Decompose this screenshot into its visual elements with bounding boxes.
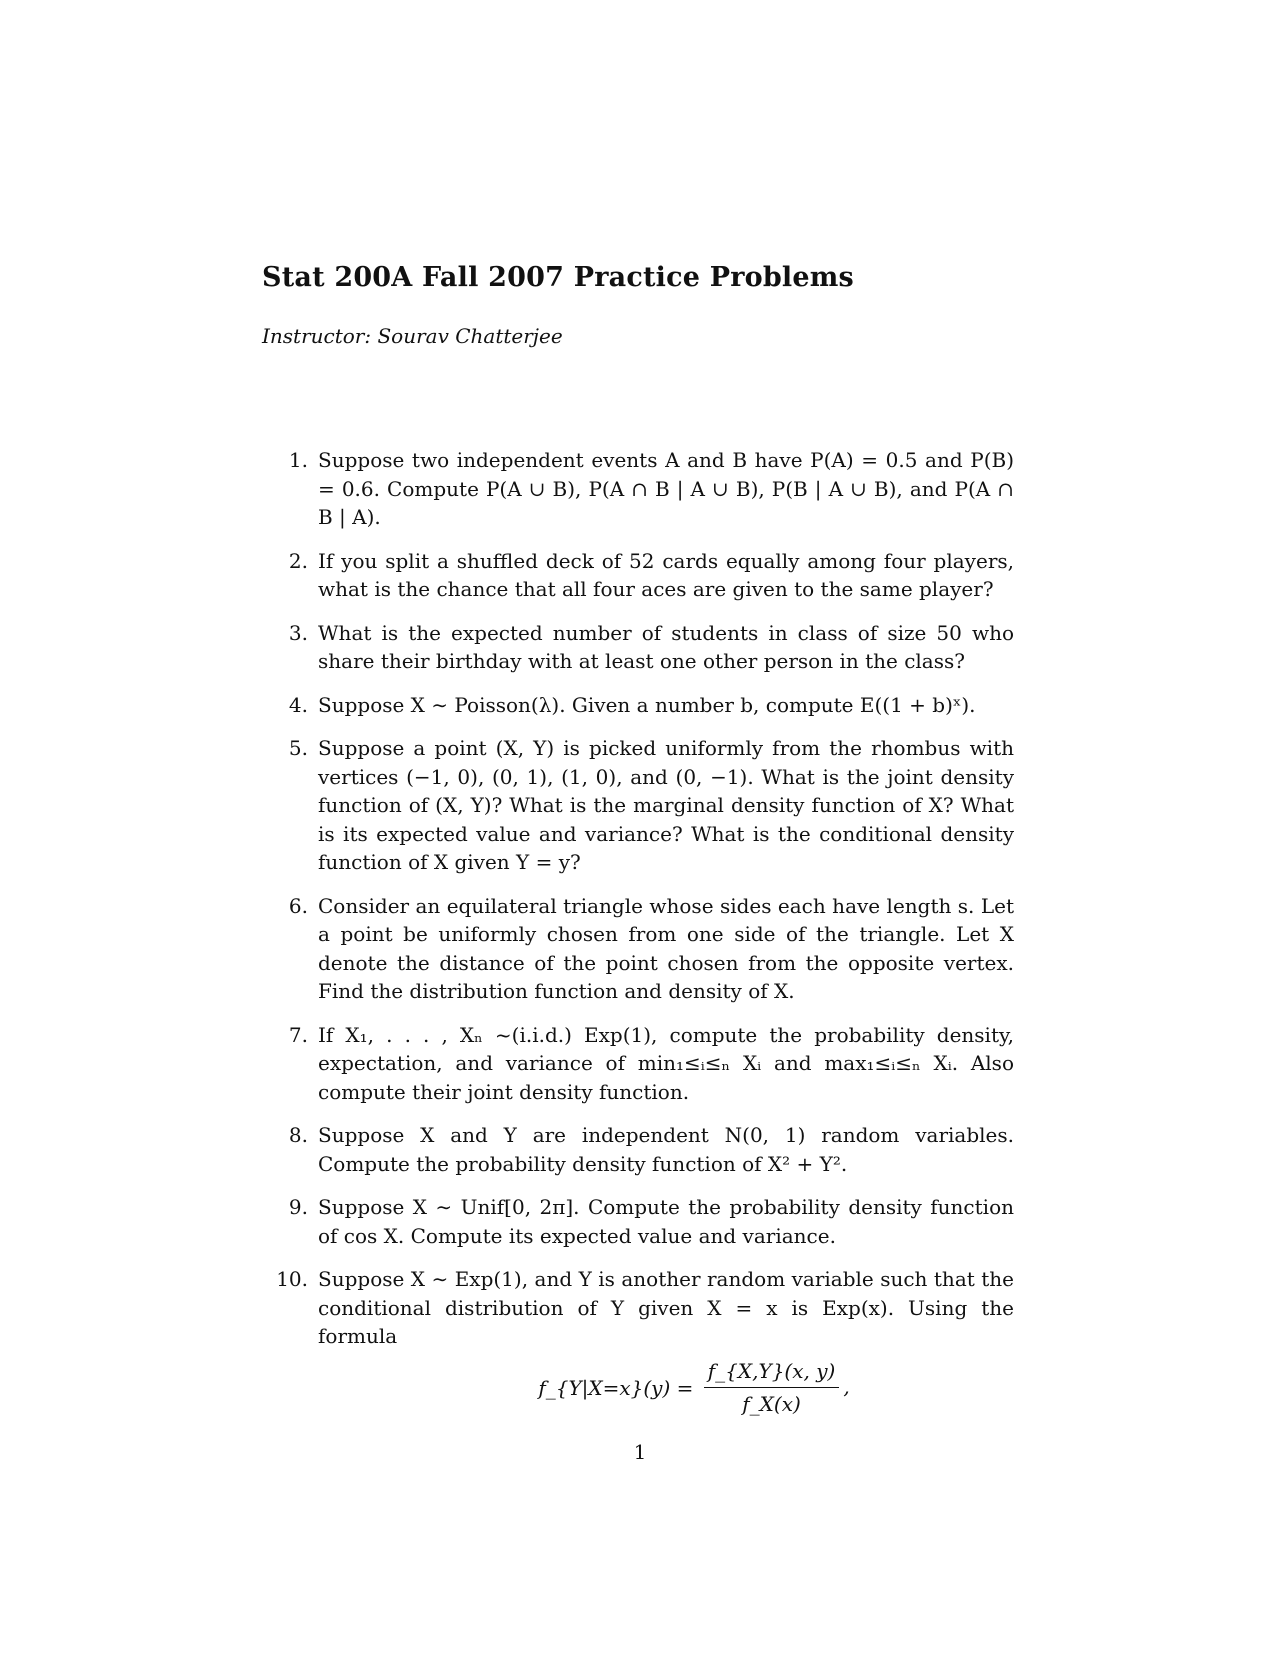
- problem-item: [262, 1121, 1014, 1178]
- problem-text: Suppose X ∼ Unif[0, 2π]. Compute the probability density function of cos X. Compute its expected value and variance.: [318, 1195, 1014, 1248]
- formula-trailing-comma: ,: [843, 1374, 850, 1398]
- problem-text: Suppose X ∼ Poisson(λ). Given a number b, compute E((1 + b)ˣ).: [318, 692, 976, 717]
- problem-text: Consider an equilateral triangle whose sides each have length s. Let a point be uniformly chosen from one side of the triangle. Let X denote the distance of the point chosen from the opposite vertex. Find the distribution function and density of X.: [318, 893, 1014, 1003]
- problem-item: [262, 1193, 1014, 1250]
- problem-number: 1.: [288, 448, 308, 472]
- problem-number: 10.: [276, 1267, 308, 1291]
- problem-item: [262, 446, 1014, 532]
- problem-number: 8.: [288, 1123, 308, 1147]
- problem-number: 3.: [288, 620, 308, 645]
- conditional-density-formula: [318, 1357, 1014, 1419]
- formula-numerator: f_{X,Y}(x, y): [704, 1357, 840, 1389]
- formula-fraction: [704, 1357, 840, 1419]
- problem-text: Suppose X ∼ Exp(1), and Y is another random variable such that the conditional distribution of Y given X = x is Exp(x). Using the formula: [318, 1267, 1014, 1348]
- problem-text: Suppose a point (X, Y) is picked uniformly from the rhombus with vertices (−1, 0), (0, 1), (1, 0), and (0, −1). What is the joint density function of (X, Y)? What is the marginal density function of X? What is its expected value and variance? What is the conditional density function of X given Y = y?: [318, 736, 1014, 874]
- instructor-line: Instructor: Sourav Chatterjee: [262, 324, 563, 348]
- page-number: 1: [633, 1440, 647, 1464]
- problem-text: If X₁, . . . , Xₙ ~(i.i.d.) Exp(1), compute the probability density, expectation, and variance of min₁≤ᵢ≤ₙ Xᵢ and max₁≤ᵢ≤ₙ Xᵢ. Also compute their joint density function.: [318, 1022, 1014, 1104]
- problem-item: [262, 734, 1014, 877]
- problem-text: Suppose two independent events A and B have P(A) = 0.5 and P(B) = 0.6. Compute P(A ∪ B), P(A ∩ B | A ∪ B), P(B | A ∪ B), and P(A ∩ B | A).: [318, 448, 1014, 529]
- problem-number: 5.: [288, 736, 308, 760]
- problem-text: If you split a shuffled deck of 52 cards equally among four players, what is the chance that all four aces are given to the same player?: [318, 548, 1014, 601]
- problem-item: [262, 892, 1014, 1006]
- formula-lhs: f_{Y|X=x}(y) =: [538, 1375, 694, 1400]
- problem-list: [262, 446, 1014, 1434]
- problem-text: What is the expected number of students in class of size 50 who share their birthday with at least one other person in the class?: [318, 620, 1014, 673]
- problem-item: [262, 1021, 1014, 1107]
- problem-item: [262, 547, 1014, 604]
- document-title: Stat 200A Fall 2007 Practice Problems: [262, 262, 854, 293]
- formula-denominator: f_X(x): [742, 1392, 801, 1416]
- problem-item: [262, 619, 1014, 676]
- problem-item: [262, 691, 1014, 720]
- problem-number: 6.: [288, 893, 308, 918]
- problem-number: 2.: [288, 548, 308, 573]
- problem-number: 7.: [288, 1022, 308, 1047]
- problem-item: [262, 1265, 1014, 1419]
- problem-text: Suppose X and Y are independent N(0, 1) random variables. Compute the probability density function of X² + Y².: [318, 1123, 1014, 1176]
- problem-number: 9.: [288, 1195, 308, 1219]
- problem-number: 4.: [288, 692, 308, 717]
